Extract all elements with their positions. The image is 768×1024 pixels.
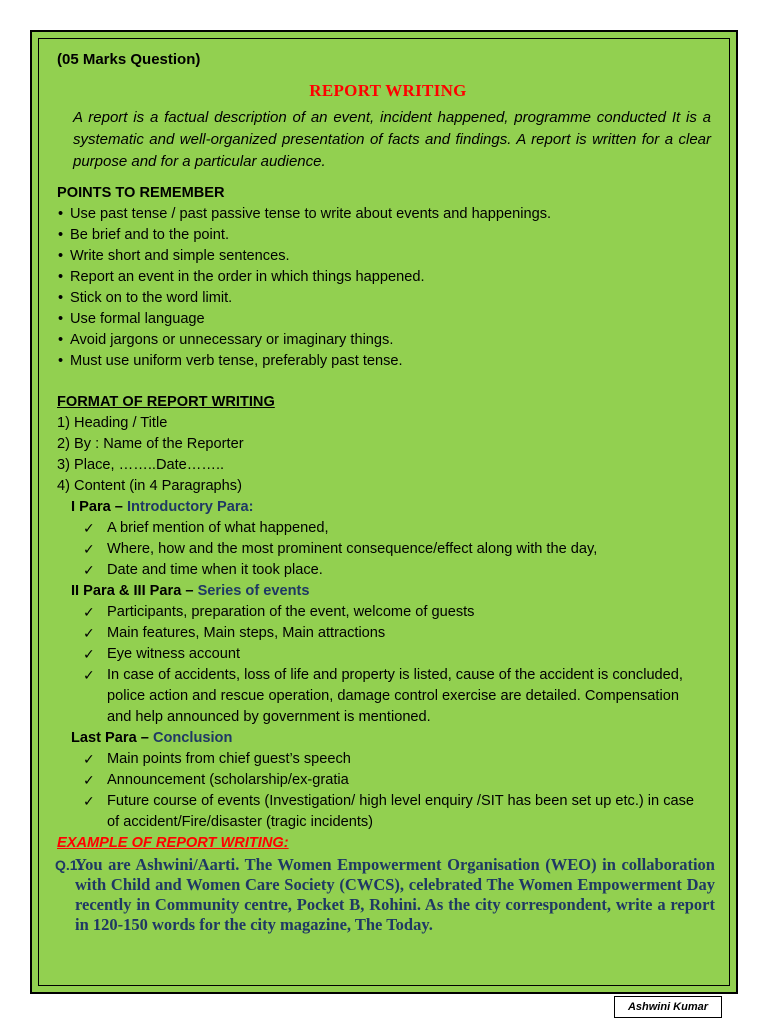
check-icon: ✓ (83, 772, 95, 788)
bullet-icon: • (58, 353, 64, 369)
para2-subheading: Series of events (197, 583, 310, 599)
check-icon: ✓ (83, 646, 95, 662)
list-item: • Use formal language (57, 309, 719, 330)
check-icon: ✓ (83, 604, 95, 620)
inner-border (38, 38, 730, 986)
bullet-icon: • (58, 227, 64, 243)
list-item: ✓ Date and time when it took place. (57, 560, 719, 581)
para3-heading: Last Para – Conclusion (71, 730, 233, 746)
list-item: ✓ A brief mention of what happened, (57, 518, 719, 539)
list-item: ✓ Where, how and the most prominent consequence/effect along with the day, (57, 539, 719, 560)
list-item: • Use past tense / past passive tense to write about events and happenings. (57, 204, 719, 225)
check-icon: ✓ (83, 667, 95, 683)
list-item: • Report an event in the order in which things happened. (57, 267, 719, 288)
para3-list (57, 749, 719, 833)
format-item: 1) Heading / Title (57, 415, 168, 431)
check-icon: ✓ (83, 562, 95, 578)
check-icon: ✓ (83, 751, 95, 767)
bullet-icon: • (58, 248, 64, 264)
list-item: • Stick on to the word limit. (57, 288, 719, 309)
check-icon: ✓ (83, 520, 95, 536)
para1-subheading: Introductory Para: (126, 499, 254, 515)
bullet-icon: • (58, 206, 64, 222)
page-title: REPORT WRITING (309, 81, 467, 100)
bullet-icon: • (58, 269, 64, 285)
list-item: • Avoid jargons or unnecessary or imaginary things. (57, 330, 719, 351)
format-item: 2) By : Name of the Reporter (57, 436, 244, 452)
para1-list (57, 518, 719, 581)
example-heading: EXAMPLE OF REPORT WRITING: (57, 835, 289, 851)
document-content (57, 49, 719, 935)
intro-paragraph: A report is a factual description of an event, incident happened, programme conducted It is a systematic and well-organized presentation of facts and findings. A report is written for a clear purpose and for a particular audience. (73, 109, 711, 170)
check-icon: ✓ (83, 793, 95, 809)
para2-list (57, 602, 719, 728)
points-list (57, 204, 719, 372)
list-item: ✓ Future course of events (Investigation/ high level enquiry /SIT has been set up etc.) in case of accident/Fire/disaster (tragic incidents) (83, 793, 695, 830)
list-item: ✓ Eye witness account (57, 644, 719, 665)
bullet-icon: • (58, 332, 64, 348)
marks-label: (05 Marks Question) (57, 51, 201, 68)
format-heading: FORMAT OF REPORT WRITING (57, 394, 275, 410)
list-item: • Be brief and to the point. (57, 225, 719, 246)
bullet-icon: • (58, 290, 64, 306)
check-icon: ✓ (83, 541, 95, 557)
page-border (30, 30, 738, 994)
points-heading: POINTS TO REMEMBER (57, 185, 225, 201)
para3-subheading: Conclusion (152, 730, 233, 746)
question-text: You are Ashwini/Aarti. The Women Empowerment Organisation (WEO) in collaboration with Child and Women Care Society (CWCS), celebrated The Women Empowerment Day recently in Community centre, Pocket B, Rohini. As the city correspondent, write a report in 120-150 words for the city magazine, The Today. (75, 855, 715, 934)
para1-heading: I Para – Introductory Para: (71, 499, 254, 515)
list-item: ✓ Main features, Main steps, Main attractions (57, 623, 719, 644)
para2-heading: II Para & III Para – Series of events (71, 583, 310, 599)
list-item: ✓ Announcement (scholarship/ex-gratia (57, 770, 719, 791)
format-item: 4) Content (in 4 Paragraphs) (57, 478, 242, 494)
check-icon: ✓ (83, 625, 95, 641)
list-item: ✓ Participants, preparation of the event, welcome of guests (57, 602, 719, 623)
list-item: ✓ In case of accidents, loss of life and property is listed, cause of the accident is concluded, police action and rescue operation, damage control exercise are detailed. Compensation and help announced by government is mentioned. (83, 667, 683, 725)
question-label: Q.1. (55, 857, 82, 873)
question-block (57, 855, 719, 935)
list-item: • Write short and simple sentences. (57, 246, 719, 267)
format-item: 3) Place, ……..Date…….. (57, 457, 225, 473)
list-item: • Must use uniform verb tense, preferably past tense. (57, 351, 719, 372)
list-item: ✓ Main points from chief guest’s speech (57, 749, 719, 770)
author-signature: Ashwini Kumar (614, 996, 722, 1018)
bullet-icon: • (58, 311, 64, 327)
